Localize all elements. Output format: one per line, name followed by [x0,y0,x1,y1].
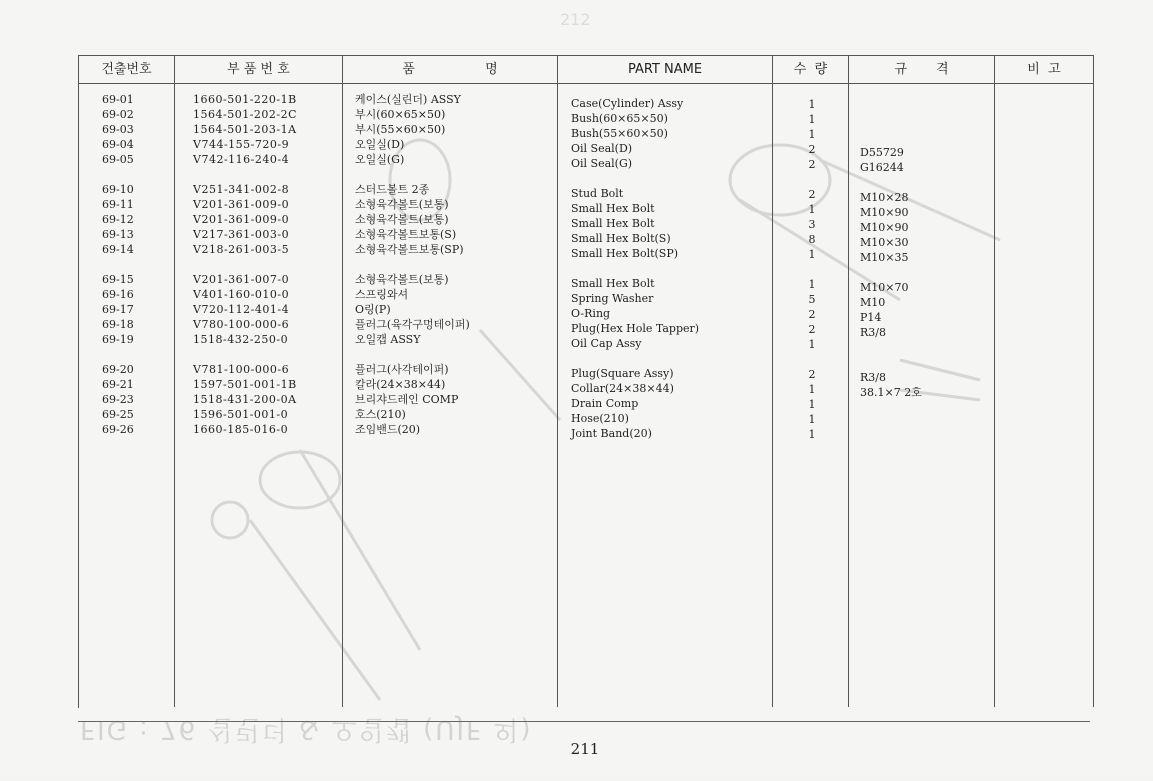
table-row [0,227,1153,249]
quantity-cell: 5 [808,293,816,306]
part-name-cell: Plug(Hex Hole Tapper) [571,322,700,335]
quantity-cell: 2 [808,368,816,381]
item-number-cell: 69-19 [102,333,134,346]
quantity-cell: 1 [808,113,816,126]
korean-name-cell: 호스(210) [355,408,406,421]
part-name-cell: Joint Band(20) [571,427,652,440]
item-number-cell: 69-26 [102,423,134,436]
ghost-page-number: 212 [560,10,591,29]
part-name-cell: Small Hex Bolt(SP) [571,247,679,260]
table-row [0,407,1153,426]
item-number-cell: 69-15 [102,273,134,286]
part-name-cell: Hose(210) [571,412,629,425]
quantity-cell: 1 [808,278,816,291]
part-name-cell: Small Hex Bolt(S) [571,232,671,245]
korean-name-cell: 소형육각볼트(보통) [355,273,449,286]
item-number-cell: 69-05 [102,153,134,166]
quantity-cell: 2 [808,143,816,156]
part-number-cell: 1597-501-001-1B [193,378,297,391]
part-number-cell: 1596-501-001-0 [193,408,289,421]
korean-name-cell: 소형육각볼트(보통) [355,198,449,211]
korean-name-cell: 플러그(사각테이퍼) [355,363,449,376]
quantity-cell: 1 [808,203,816,216]
korean-name-cell: 오일실(G) [355,153,405,166]
table-row [0,362,1153,384]
specification-cell: M10×70 [860,281,909,294]
header-remarks: 비 고 [1027,62,1061,77]
specification-cell: M10×90 [860,206,909,219]
specification-cell: R3/8 [860,326,886,339]
korean-name-cell: 스프링와셔 [355,288,409,301]
specification-cell: M10×28 [860,191,909,204]
quantity-cell: 1 [808,383,816,396]
part-number-cell: 1660-501-220-1B [193,93,297,106]
part-name-cell: Oil Seal(D) [571,142,633,155]
table-row [0,212,1153,234]
part-name-cell: Drain Comp [571,397,639,410]
item-number-cell: 69-12 [102,213,134,226]
korean-name-cell: 소형육각볼트보통(SP) [355,243,464,256]
table-row [0,92,1153,111]
table-row [0,302,1153,324]
item-number-cell: 69-17 [102,303,134,316]
page-bottom-rule [78,721,1090,722]
part-number-cell: V217-361-003-0 [193,228,290,241]
part-number-cell: V781-100-000-6 [193,363,290,376]
quantity-cell: 1 [808,128,816,141]
part-number-cell: 1518-432-250-0 [193,333,289,346]
item-number-cell: 69-13 [102,228,134,241]
table-row [0,137,1153,159]
part-number-cell: 1564-501-203-1A [193,123,297,136]
part-name-cell: Bush(60×65×50) [571,112,668,125]
item-number-cell: 69-11 [102,198,134,211]
item-number-cell: 69-02 [102,108,134,121]
header-part-name: PART NAME [627,62,703,77]
table-row [0,317,1153,339]
part-name-cell: Case(Cylinder) Assy [571,97,684,110]
table-row [0,392,1153,411]
item-number-cell: 69-03 [102,123,134,136]
specification-cell: P14 [860,311,882,324]
table-row [0,107,1153,126]
part-number-cell: 1518-431-200-0A [193,393,297,406]
korean-name-cell: 칼라(24×38×44) [355,378,446,391]
quantity-cell: 1 [808,248,816,261]
quantity-cell: 1 [808,338,816,351]
header-specification: 규 격 [894,62,949,77]
part-number-cell: V744-155-720-9 [193,138,290,151]
korean-name-cell: 조임밴드(20) [355,423,421,436]
table-row [0,197,1153,219]
part-name-cell: Oil Cap Assy [571,337,642,350]
part-name-cell: Plug(Square Assy) [571,367,674,380]
table-row [0,422,1153,441]
quantity-cell: 1 [808,428,816,441]
quantity-cell: 1 [808,98,816,111]
item-number-cell: 69-23 [102,393,134,406]
korean-name-cell: 스터드볼트 2종 [355,183,430,196]
part-number-cell: V201-361-007-0 [193,273,290,286]
part-name-cell: O-Ring [571,307,611,320]
part-name-cell: Small Hex Bolt [571,202,655,215]
korean-name-cell: 플러그(육각구멍테이퍼) [355,318,470,331]
table-row [0,272,1153,294]
item-number-cell: 69-20 [102,363,134,376]
part-number-cell: V251-341-002-8 [193,183,290,196]
page-number: 211 [570,740,600,758]
table-row [0,122,1153,141]
item-number-cell: 69-16 [102,288,134,301]
quantity-cell: 8 [808,233,816,246]
part-number-cell: 1564-501-202-2C [193,108,298,121]
part-number-cell: V201-361-009-0 [193,213,290,226]
table-row [0,287,1153,309]
table-row [0,377,1153,399]
specification-cell: D55729 [860,146,904,159]
table-row [0,332,1153,351]
korean-name-cell: 브리쟈드레인 COMP [355,393,459,406]
item-number-cell: 69-14 [102,243,134,256]
part-number-cell: V201-361-009-0 [193,198,290,211]
korean-name-cell: 소형육각볼트보통(S) [355,228,457,241]
korean-name-cell: 케이스(실린더) ASSY [355,93,461,106]
header-rule [78,83,1093,84]
table-row [0,182,1153,204]
korean-name-cell: 부시(60×65×50) [355,108,446,121]
quantity-cell: 1 [808,398,816,411]
item-number-cell: 69-25 [102,408,134,421]
part-name-cell: Collar(24×38×44) [571,382,674,395]
specification-cell: 38.1×7 2호 [860,386,922,399]
item-number-cell: 69-21 [102,378,134,391]
quantity-cell: 3 [808,218,816,231]
quantity-cell: 2 [808,158,816,171]
item-number-cell: 69-10 [102,183,134,196]
specification-cell: R3/8 [860,371,886,384]
header-korean-name: 품 명 [402,62,498,77]
table-row [0,242,1153,264]
header-item-number: 건출번호 [101,62,152,77]
korean-name-cell: O링(P) [355,303,391,316]
header-part-number: 부 품 번 호 [227,62,290,77]
part-name-cell: Small Hex Bolt [571,217,655,230]
part-number-cell: V401-160-010-0 [193,288,290,301]
header-quantity: 수 량 [793,62,828,77]
part-name-cell: Spring Washer [571,292,654,305]
specification-cell: M10×90 [860,221,909,234]
quantity-cell: 2 [808,308,816,321]
specification-cell: M10 [860,296,886,309]
specification-cell: M10×35 [860,251,909,264]
part-number-cell: V720-112-401-4 [193,303,290,316]
item-number-cell: 69-04 [102,138,134,151]
part-number-cell: 1660-185-016-0 [193,423,289,436]
part-number-cell: V218-261-003-5 [193,243,290,256]
quantity-cell: 2 [808,323,816,336]
part-name-cell: Small Hex Bolt [571,277,655,290]
table-row [0,152,1153,174]
item-number-cell: 69-18 [102,318,134,331]
specification-cell: M10×30 [860,236,909,249]
part-name-cell: Oil Seal(G) [571,157,633,170]
item-number-cell: 69-01 [102,93,134,106]
ghost-figure-caption: FIG : 76 실린더 & 오일캡 (UJF 외) [80,714,533,744]
part-name-cell: Stud Bolt [571,187,624,200]
korean-name-cell: 소형육각볼트(보통) [355,213,449,226]
part-name-cell: Bush(55×60×50) [571,127,668,140]
korean-name-cell: 오일캡 ASSY [355,333,421,346]
specification-cell: G16244 [860,161,904,174]
quantity-cell: 1 [808,413,816,426]
korean-name-cell: 오일실(D) [355,138,405,151]
part-number-cell: V780-100-000-6 [193,318,290,331]
quantity-cell: 2 [808,188,816,201]
part-number-cell: V742-116-240-4 [193,153,290,166]
korean-name-cell: 부시(55×60×50) [355,123,446,136]
